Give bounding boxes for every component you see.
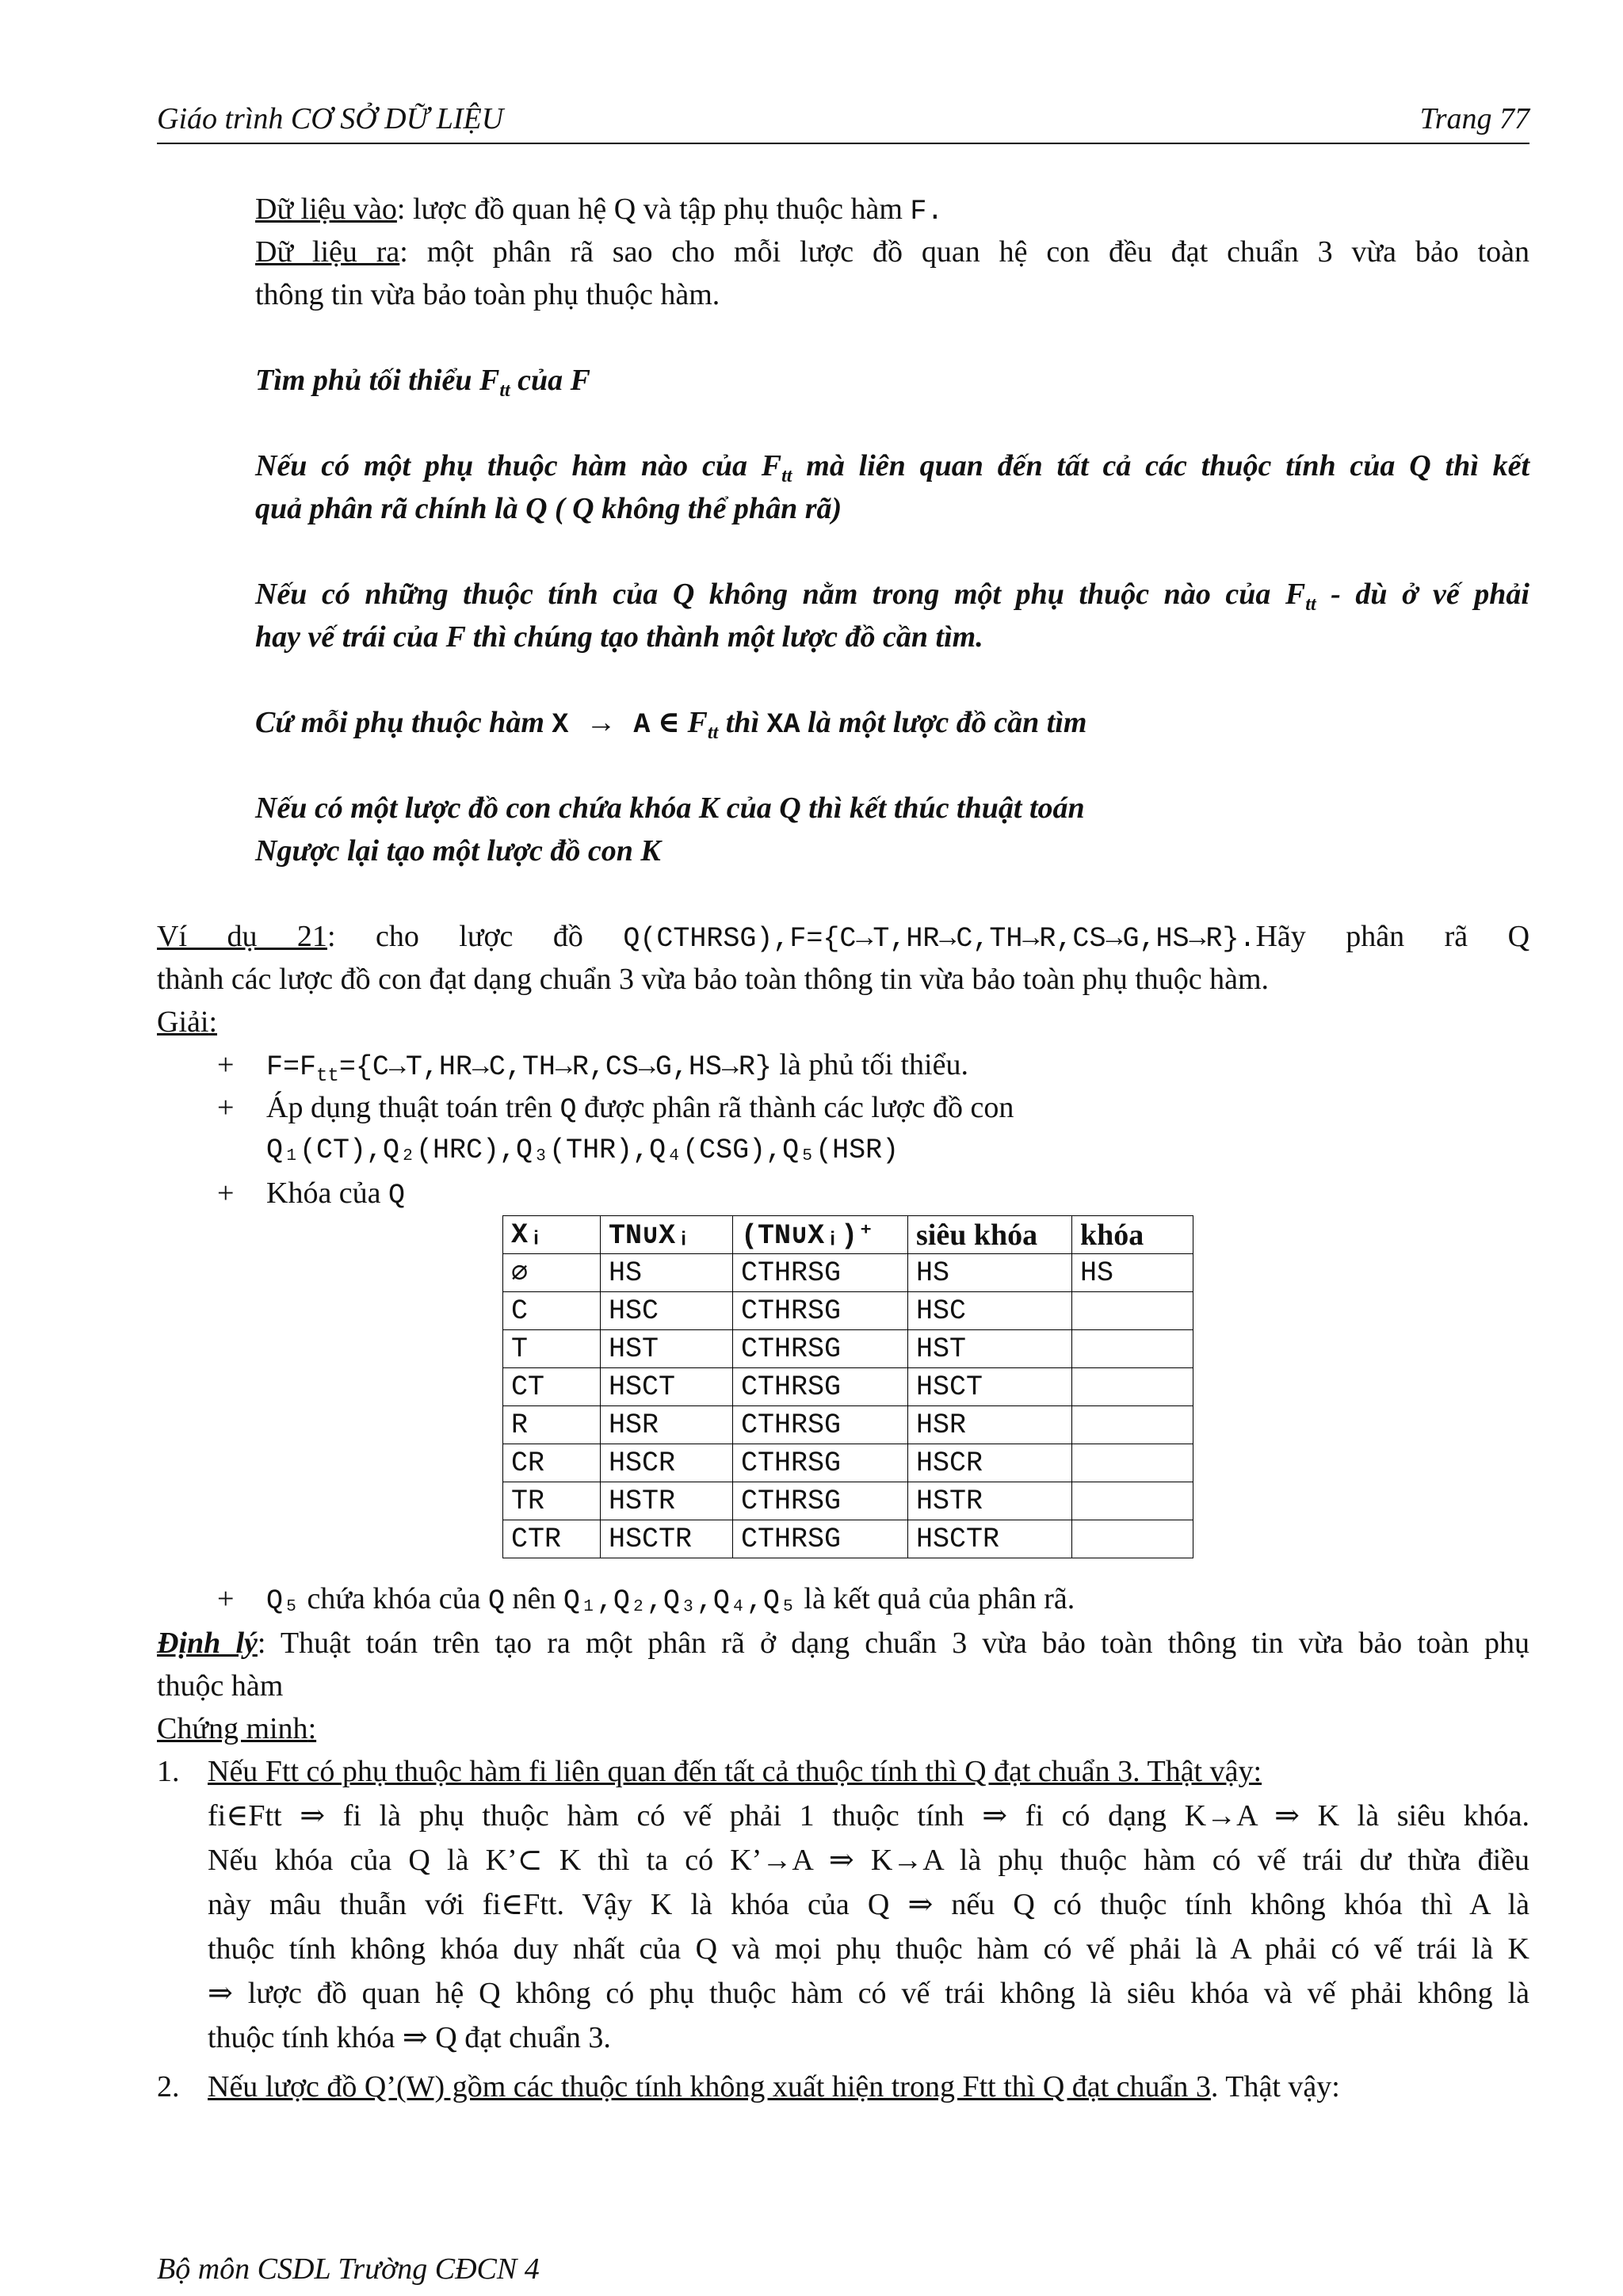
step-4-a: Cứ mỗi phụ thuộc hàm — [255, 706, 552, 739]
table-row — [503, 1406, 1193, 1444]
table-cell: HSR — [908, 1406, 1072, 1444]
step-6: Ngược lại tạo một lược đồ con K — [255, 834, 661, 868]
th-superkey: siêu khóa — [908, 1216, 1072, 1254]
table-row — [503, 1330, 1193, 1368]
bullet-3-symbol: + — [217, 1177, 235, 1210]
table-cell: HSC — [601, 1292, 733, 1330]
th-key: khóa — [1072, 1216, 1193, 1254]
th-xi: Xᵢ — [503, 1216, 601, 1254]
input-label: Dữ liệu vào — [255, 193, 397, 226]
b4-text-a: chứa khóa của — [300, 1582, 488, 1615]
table-cell: HSCR — [908, 1444, 1072, 1482]
step-3-line-2: hay vế trái của F thì chúng tạo thành một lược đồ cần tìm. — [255, 620, 983, 654]
input-line — [255, 187, 943, 234]
proof-1-line-6: ⇒ lược đồ quan hệ Q không có phụ thuộc hàm có vế trái không là siêu khóa và vế phải không là — [208, 1977, 1529, 2010]
b4-list: Q₁,Q₂,Q₃,Q₄,Q₅ — [563, 1585, 796, 1617]
step-1-text: Tìm phủ tối thiểu F — [255, 364, 500, 397]
b4-text-b: nên — [504, 1582, 563, 1615]
step-4-xa: XA — [766, 709, 800, 741]
bullet-1-symbol: + — [217, 1048, 235, 1081]
table-cell: HST — [908, 1330, 1072, 1368]
table-cell: HS — [601, 1254, 733, 1292]
example-mono: Q(CTHRSG),F={C→T,HR→C,TH→R,CS→G,HS→R}. — [623, 923, 1256, 955]
table-row — [503, 1368, 1193, 1406]
proof-1-line-3: Nếu khóa của Q là K’⊂ K thì ta có K’→A ⇒ K→A là phụ thuộc hàm có vế trái dư thừa điều — [208, 1844, 1529, 1877]
page-header — [157, 101, 1529, 144]
table-row — [503, 1254, 1193, 1292]
step-4-sub: tt — [707, 723, 719, 743]
table-cell — [1072, 1368, 1193, 1406]
bullet-2-line-2: Q₁(CT),Q₂(HRC),Q₃(THR),Q₄(CSG),Q₅(HSR) — [266, 1135, 899, 1166]
b1-mono-sub: tt — [316, 1066, 339, 1087]
table-row — [503, 1482, 1193, 1520]
th-tn-union-xi: TN∪Xᵢ — [601, 1216, 733, 1254]
table-cell: T — [503, 1330, 601, 1368]
step-4 — [255, 700, 1086, 755]
table-cell: CTHRSG — [733, 1292, 908, 1330]
theorem-line-1 — [157, 1621, 1529, 1665]
proof-1-line-7: thuộc tính khóa ⇒ Q đạt chuẩn 3. — [208, 2021, 611, 2054]
table-cell: HSCT — [908, 1368, 1072, 1406]
output-line-1 — [255, 230, 1529, 274]
b3-q: Q — [388, 1180, 406, 1211]
proof-label: Chứng minh: — [157, 1712, 317, 1745]
key-table — [502, 1215, 1193, 1558]
page-footer: Bộ môn CSDL Trường CĐCN 4 — [157, 2252, 540, 2286]
theorem-line-2: thuộc hàm — [157, 1669, 284, 1703]
table-cell — [1072, 1520, 1193, 1558]
b2-text-b: được phân rã thành các lược đồ con — [576, 1091, 1014, 1124]
b4-q5: Q₅ — [266, 1585, 300, 1617]
table-cell: HSTR — [601, 1482, 733, 1520]
table-row — [503, 1292, 1193, 1330]
example-a: : cho lược đồ — [327, 920, 624, 953]
table-cell: CR — [503, 1444, 601, 1482]
theorem-label: Định lý — [157, 1627, 258, 1660]
step-4-x: X — [552, 709, 569, 741]
table-cell: HS — [1072, 1254, 1193, 1292]
table-cell: HSCTR — [601, 1520, 733, 1558]
step-1 — [255, 358, 590, 413]
table-cell: R — [503, 1406, 601, 1444]
table-cell: CTHRSG — [733, 1254, 908, 1292]
table-cell: HSCT — [601, 1368, 733, 1406]
step-1-end: của F — [510, 364, 591, 397]
proof-label-text: Chứng minh — [157, 1712, 308, 1745]
step-5: Nếu có một lược đồ con chứa khóa K của Q thì kết thúc thuật toán — [255, 791, 1085, 825]
step-3-a: Nếu có những thuộc tính của Q không nằm trong một phụ thuộc nào của F — [255, 578, 1306, 611]
step-2-sub: tt — [781, 466, 792, 486]
table-cell — [1072, 1482, 1193, 1520]
example-label: Ví dụ 21 — [157, 920, 327, 953]
table-cell: ∅ — [503, 1254, 601, 1292]
table-cell: CTHRSG — [733, 1520, 908, 1558]
step-4-arrow: → — [586, 706, 617, 739]
header-title: Giáo trình CƠ SỞ DỮ LIỆU — [157, 102, 504, 135]
bullet-2 — [266, 1085, 1014, 1132]
table-cell: CTHRSG — [733, 1406, 908, 1444]
key-table-header-row — [503, 1216, 1193, 1254]
solution-label: Giải: — [157, 1005, 217, 1039]
b4-text-c: là kết quả của phân rã. — [796, 1582, 1075, 1615]
step-2-a: Nếu có một phụ thuộc hàm nào của F — [255, 449, 782, 482]
output-line-2: thông tin vừa bảo toàn phụ thuộc hàm. — [255, 278, 720, 311]
table-cell: C — [503, 1292, 601, 1330]
b2-text-a: Áp dụng thuật toán trên — [266, 1091, 560, 1124]
b4-q: Q — [487, 1585, 505, 1617]
table-cell — [1072, 1330, 1193, 1368]
b1-mono-a: F=F — [266, 1051, 317, 1083]
theorem-text: : Thuật toán trên tạo ra một phân rã ở dạng chuẩn 3 vừa bảo toàn thông tin vừa bảo toàn phụ — [257, 1627, 1529, 1660]
step-4-in: ∈ F — [650, 706, 708, 739]
step-4-c: là một lược đồ cần tìm — [800, 706, 1087, 739]
bullet-4 — [266, 1577, 1075, 1623]
table-cell — [1072, 1292, 1193, 1330]
step-2-line-2: quả phân rã chính là Q ( Q không thể phân rã) — [255, 492, 842, 525]
bullet-3 — [266, 1171, 405, 1218]
proof-1-number: 1. — [157, 1755, 180, 1788]
table-cell: CTHRSG — [733, 1444, 908, 1482]
solution-label-text: Giải — [157, 1005, 209, 1039]
table-cell: HSCTR — [908, 1520, 1072, 1558]
table-cell: HSCR — [601, 1444, 733, 1482]
input-f: F. — [910, 196, 944, 227]
proof-1-line-2: fi∈Ftt ⇒ fi là phụ thuộc hàm có vế phải 1 thuộc tính ⇒ fi có dạng K→A ⇒ K là siêu khóa. — [208, 1799, 1529, 1833]
step-2-b: mà liên quan đến tất cả các thuộc tính của Q thì kết — [792, 449, 1530, 482]
step-1-sub: tt — [499, 380, 510, 401]
table-cell: HSR — [601, 1406, 733, 1444]
table-cell: HSTR — [908, 1482, 1072, 1520]
table-row — [503, 1444, 1193, 1482]
output-text-1: : một phân rã sao cho mỗi lược đồ quan hệ con đều đạt chuẩn 3 vừa bảo toàn — [399, 235, 1530, 269]
table-cell — [1072, 1406, 1193, 1444]
proof-2-number: 2. — [157, 2070, 180, 2103]
proof-1-line-1: Nếu Ftt có phụ thuộc hàm fi liên quan đến tất cả thuộc tính thì Q đạt chuẩn 3. Thật vậy: — [208, 1755, 1262, 1788]
proof-1-line-4: này mâu thuẫn với fi∈Ftt. Vậy K là khóa của Q ⇒ nếu Q có thuộc tính không khóa thì A là — [208, 1888, 1529, 1921]
table-cell: CT — [503, 1368, 601, 1406]
step-4-b: thì — [718, 706, 767, 739]
table-cell: HSC — [908, 1292, 1072, 1330]
output-label: Dữ liệu ra — [255, 235, 400, 269]
bullet-2-symbol: + — [217, 1091, 235, 1124]
proof-1-line-5: thuộc tính không khóa duy nhất của Q và mọi phụ thuộc hàm có vế phải là A phải có vế trái là K — [208, 1932, 1529, 1966]
example-line-2: thành các lược đồ con đạt dạng chuẩn 3 vừa bảo toàn thông tin vừa bảo toàn phụ thuộc hàm. — [157, 963, 1270, 996]
input-text: : lược đồ quan hệ Q và tập phụ thuộc hàm — [396, 193, 911, 226]
table-cell: CTR — [503, 1520, 601, 1558]
bullet-4-symbol: + — [217, 1582, 235, 1615]
table-cell — [1072, 1444, 1193, 1482]
example-b: Hãy phân rã Q — [1255, 920, 1530, 953]
b1-text: là phủ tối thiểu. — [771, 1048, 968, 1081]
table-cell: CTHRSG — [733, 1330, 908, 1368]
table-cell: HS — [908, 1254, 1072, 1292]
table-cell: TR — [503, 1482, 601, 1520]
step-4-a-attr: A — [633, 709, 651, 741]
example-line-1 — [157, 914, 1529, 961]
step-3-sub: tt — [1305, 594, 1316, 615]
proof-2-end: . Thật vậy: — [1210, 2070, 1340, 2103]
table-row — [503, 1520, 1193, 1558]
proof-2-text: Nếu lược đồ Q’(W) gồm các thuộc tính không xuất hiện trong Ftt thì Q đạt chuẩn 3 — [208, 2070, 1211, 2103]
table-cell: CTHRSG — [733, 1482, 908, 1520]
table-cell: HST — [601, 1330, 733, 1368]
step-3-b: - dù ở vế phải — [1316, 578, 1529, 611]
b3-text: Khóa của — [266, 1177, 389, 1210]
table-cell: CTHRSG — [733, 1368, 908, 1406]
proof-2-line-1 — [208, 2065, 1340, 2109]
b1-mono-b: ={C→T,HR→C,TH→R,CS→G,HS→R} — [338, 1051, 772, 1083]
b2-q: Q — [559, 1094, 577, 1126]
th-closure: (TN∪Xᵢ)⁺ — [733, 1216, 908, 1254]
header-page-number: Trang 77 — [1419, 102, 1529, 135]
